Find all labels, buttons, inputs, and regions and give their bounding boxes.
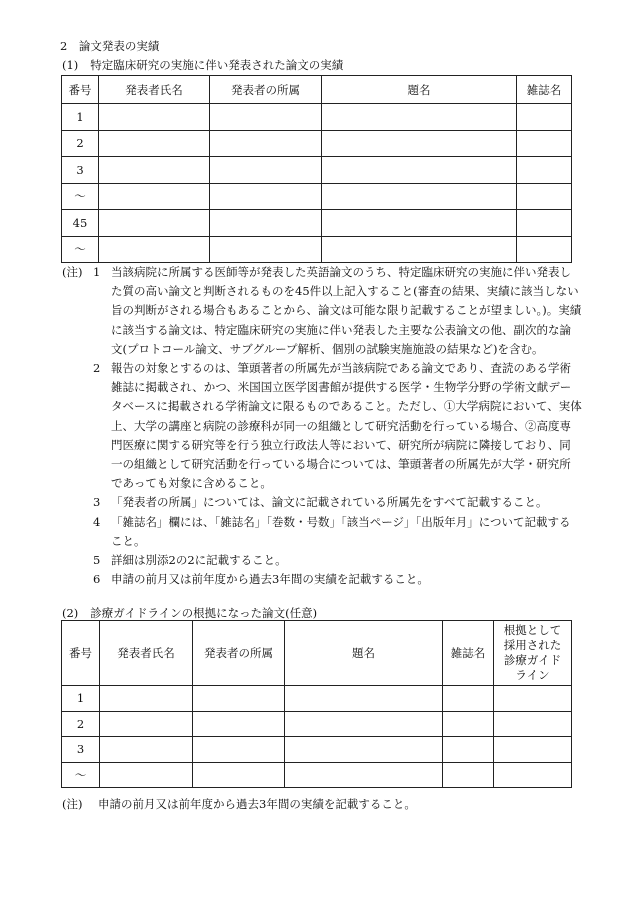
journal-cell[interactable] — [517, 130, 572, 157]
col-header-number: 番号 — [62, 621, 100, 686]
table-row — [62, 157, 572, 184]
journal-cell[interactable] — [517, 157, 572, 184]
subsection-1-title — [62, 57, 343, 73]
affiliation-cell[interactable] — [193, 711, 285, 737]
title-cell[interactable] — [285, 762, 443, 788]
affiliation-cell[interactable] — [193, 686, 285, 712]
footnote-label: (注) — [62, 797, 83, 811]
title-cell[interactable] — [322, 157, 517, 184]
author-cell[interactable] — [99, 183, 210, 210]
author-cell[interactable] — [99, 236, 210, 263]
row-number: ～ — [62, 762, 100, 788]
col-header-title: 題名 — [285, 621, 443, 686]
journal-cell[interactable] — [517, 104, 572, 131]
author-cell[interactable] — [100, 686, 193, 712]
table-row — [62, 210, 572, 237]
table-row — [62, 737, 572, 763]
guideline-cell[interactable] — [494, 686, 572, 712]
note-item — [62, 570, 582, 589]
author-cell[interactable] — [99, 130, 210, 157]
table-row — [62, 686, 572, 712]
note-number: 3 — [93, 495, 101, 510]
paper-table-2 — [61, 620, 572, 788]
table-header-row — [62, 76, 572, 104]
paper-table-1 — [61, 75, 572, 263]
note-number: 2 — [93, 361, 101, 376]
title-cell[interactable] — [322, 104, 517, 131]
guideline-cell[interactable] — [494, 737, 572, 763]
notes-block — [62, 263, 582, 589]
table-row — [62, 236, 572, 263]
title-cell[interactable] — [285, 737, 443, 763]
title-cell[interactable] — [322, 236, 517, 263]
journal-cell[interactable] — [443, 711, 494, 737]
col-header-guideline: 根拠として採用された診療ガイドライン — [494, 621, 572, 686]
title-cell[interactable] — [322, 183, 517, 210]
note-number: 6 — [93, 572, 101, 587]
note-text: 報告の対象とするのは、筆頭著者の所属先が当該病院である論文であり、査読のある学術雑誌に掲載され、かつ、米国国立医学図書館が提供する医学・生物学分野の学術文献データベースに掲載される学術論文に限るものであること。ただし、①大学病院において、実体上、大学の講座と病院の診療科が同一の組織として研究活動を行っている場合、②高度専門医療に関する研究等を行う独立行政法人等において、研究所が病院に隣接しており、同一の組織として研究活動を行っている場合については、筆頭著者の所属先が大学・研究所であっても対象に含めること。 — [111, 361, 582, 491]
affiliation-cell[interactable] — [210, 130, 322, 157]
affiliation-cell[interactable] — [210, 236, 322, 263]
note-text: 「雑誌名」欄には、「雑誌名」「巻数・号数」「該当ページ」「出版年月」について記載すること。 — [111, 514, 571, 548]
notes-label: (注) — [62, 265, 83, 279]
note-number: 4 — [93, 514, 101, 529]
row-number: ～ — [62, 183, 99, 210]
guideline-cell[interactable] — [494, 711, 572, 737]
row-number: ～ — [62, 236, 99, 263]
author-cell[interactable] — [100, 711, 193, 737]
note-text: 申請の前月又は前年度から過去3年間の実績を記載すること。 — [111, 572, 429, 587]
table-row — [62, 130, 572, 157]
table-row — [62, 762, 572, 788]
table-header-row — [62, 621, 572, 686]
title-cell[interactable] — [322, 210, 517, 237]
col-header-number: 番号 — [62, 76, 99, 104]
footnote — [62, 796, 416, 812]
subsection-2-text: 診療ガイドラインの根拠になった論文(任意) — [90, 606, 318, 620]
note-number: 1 — [93, 265, 101, 279]
note-item — [62, 551, 582, 570]
journal-cell[interactable] — [443, 737, 494, 763]
journal-cell[interactable] — [443, 686, 494, 712]
footnote-text: 申請の前月又は前年度から過去3年間の実績を記載すること。 — [98, 797, 416, 811]
row-number: 1 — [62, 686, 100, 712]
journal-cell[interactable] — [443, 762, 494, 788]
table-row — [62, 104, 572, 131]
col-header-author: 発表者氏名 — [100, 621, 193, 686]
note-text: 当該病院に所属する医師等が発表した英語論文のうち、特定臨床研究の実施に伴い発表した質の高い論文と判断されるものを45件以上記入すること(審査の結果、実績に該当しない旨の判断がされる場合もあることから、論文は可能な限り記載することが望ましい。)。実績に該当する論文は、特定臨床研究の実施に伴い発表した主要な公表論文の他、副次的な論文(プロトコール論文、サブグループ解析、個別の試験実施施設の結果など)を含む。 — [111, 265, 582, 356]
subsection-1-text: 特定臨床研究の実施に伴い発表された論文の実績 — [90, 58, 344, 72]
author-cell[interactable] — [99, 210, 210, 237]
note-number: 5 — [93, 553, 101, 568]
row-number: 2 — [62, 711, 100, 737]
title-cell[interactable] — [285, 711, 443, 737]
affiliation-cell[interactable] — [210, 104, 322, 131]
col-header-author: 発表者氏名 — [99, 76, 210, 104]
note-text: 「発表者の所属」については、論文に記載されている所属先をすべて記載すること。 — [111, 495, 548, 510]
title-cell[interactable] — [285, 686, 443, 712]
row-number: 2 — [62, 130, 99, 157]
affiliation-cell[interactable] — [210, 157, 322, 184]
affiliation-cell[interactable] — [193, 737, 285, 763]
row-number: 3 — [62, 737, 100, 763]
journal-cell[interactable] — [517, 183, 572, 210]
col-header-affiliation: 発表者の所属 — [210, 76, 322, 104]
author-cell[interactable] — [100, 737, 193, 763]
col-header-journal: 雑誌名 — [443, 621, 494, 686]
note-item — [62, 493, 582, 512]
col-header-title: 題名 — [322, 76, 517, 104]
col-header-affiliation: 発表者の所属 — [193, 621, 285, 686]
subsection-2-label: (2) — [62, 606, 79, 620]
journal-cell[interactable] — [517, 236, 572, 263]
journal-cell[interactable] — [517, 210, 572, 237]
section-title: 2 論文発表の実績 — [60, 39, 160, 53]
affiliation-cell[interactable] — [210, 183, 322, 210]
col-header-journal: 雑誌名 — [517, 76, 572, 104]
row-number: 45 — [62, 210, 99, 237]
note-item — [62, 359, 582, 493]
table-row — [62, 183, 572, 210]
subsection-2-title — [62, 605, 317, 621]
subsection-1-label: (1) — [62, 58, 79, 72]
affiliation-cell[interactable] — [193, 762, 285, 788]
author-cell[interactable] — [100, 762, 193, 788]
note-item — [62, 513, 582, 551]
note-item — [62, 263, 582, 359]
row-number: 1 — [62, 104, 99, 131]
author-cell[interactable] — [99, 104, 210, 131]
title-cell[interactable] — [322, 130, 517, 157]
affiliation-cell[interactable] — [210, 210, 322, 237]
author-cell[interactable] — [99, 157, 210, 184]
guideline-cell[interactable] — [494, 762, 572, 788]
note-text: 詳細は別添2の2に記載すること。 — [111, 553, 287, 568]
table-row — [62, 711, 572, 737]
row-number: 3 — [62, 157, 99, 184]
